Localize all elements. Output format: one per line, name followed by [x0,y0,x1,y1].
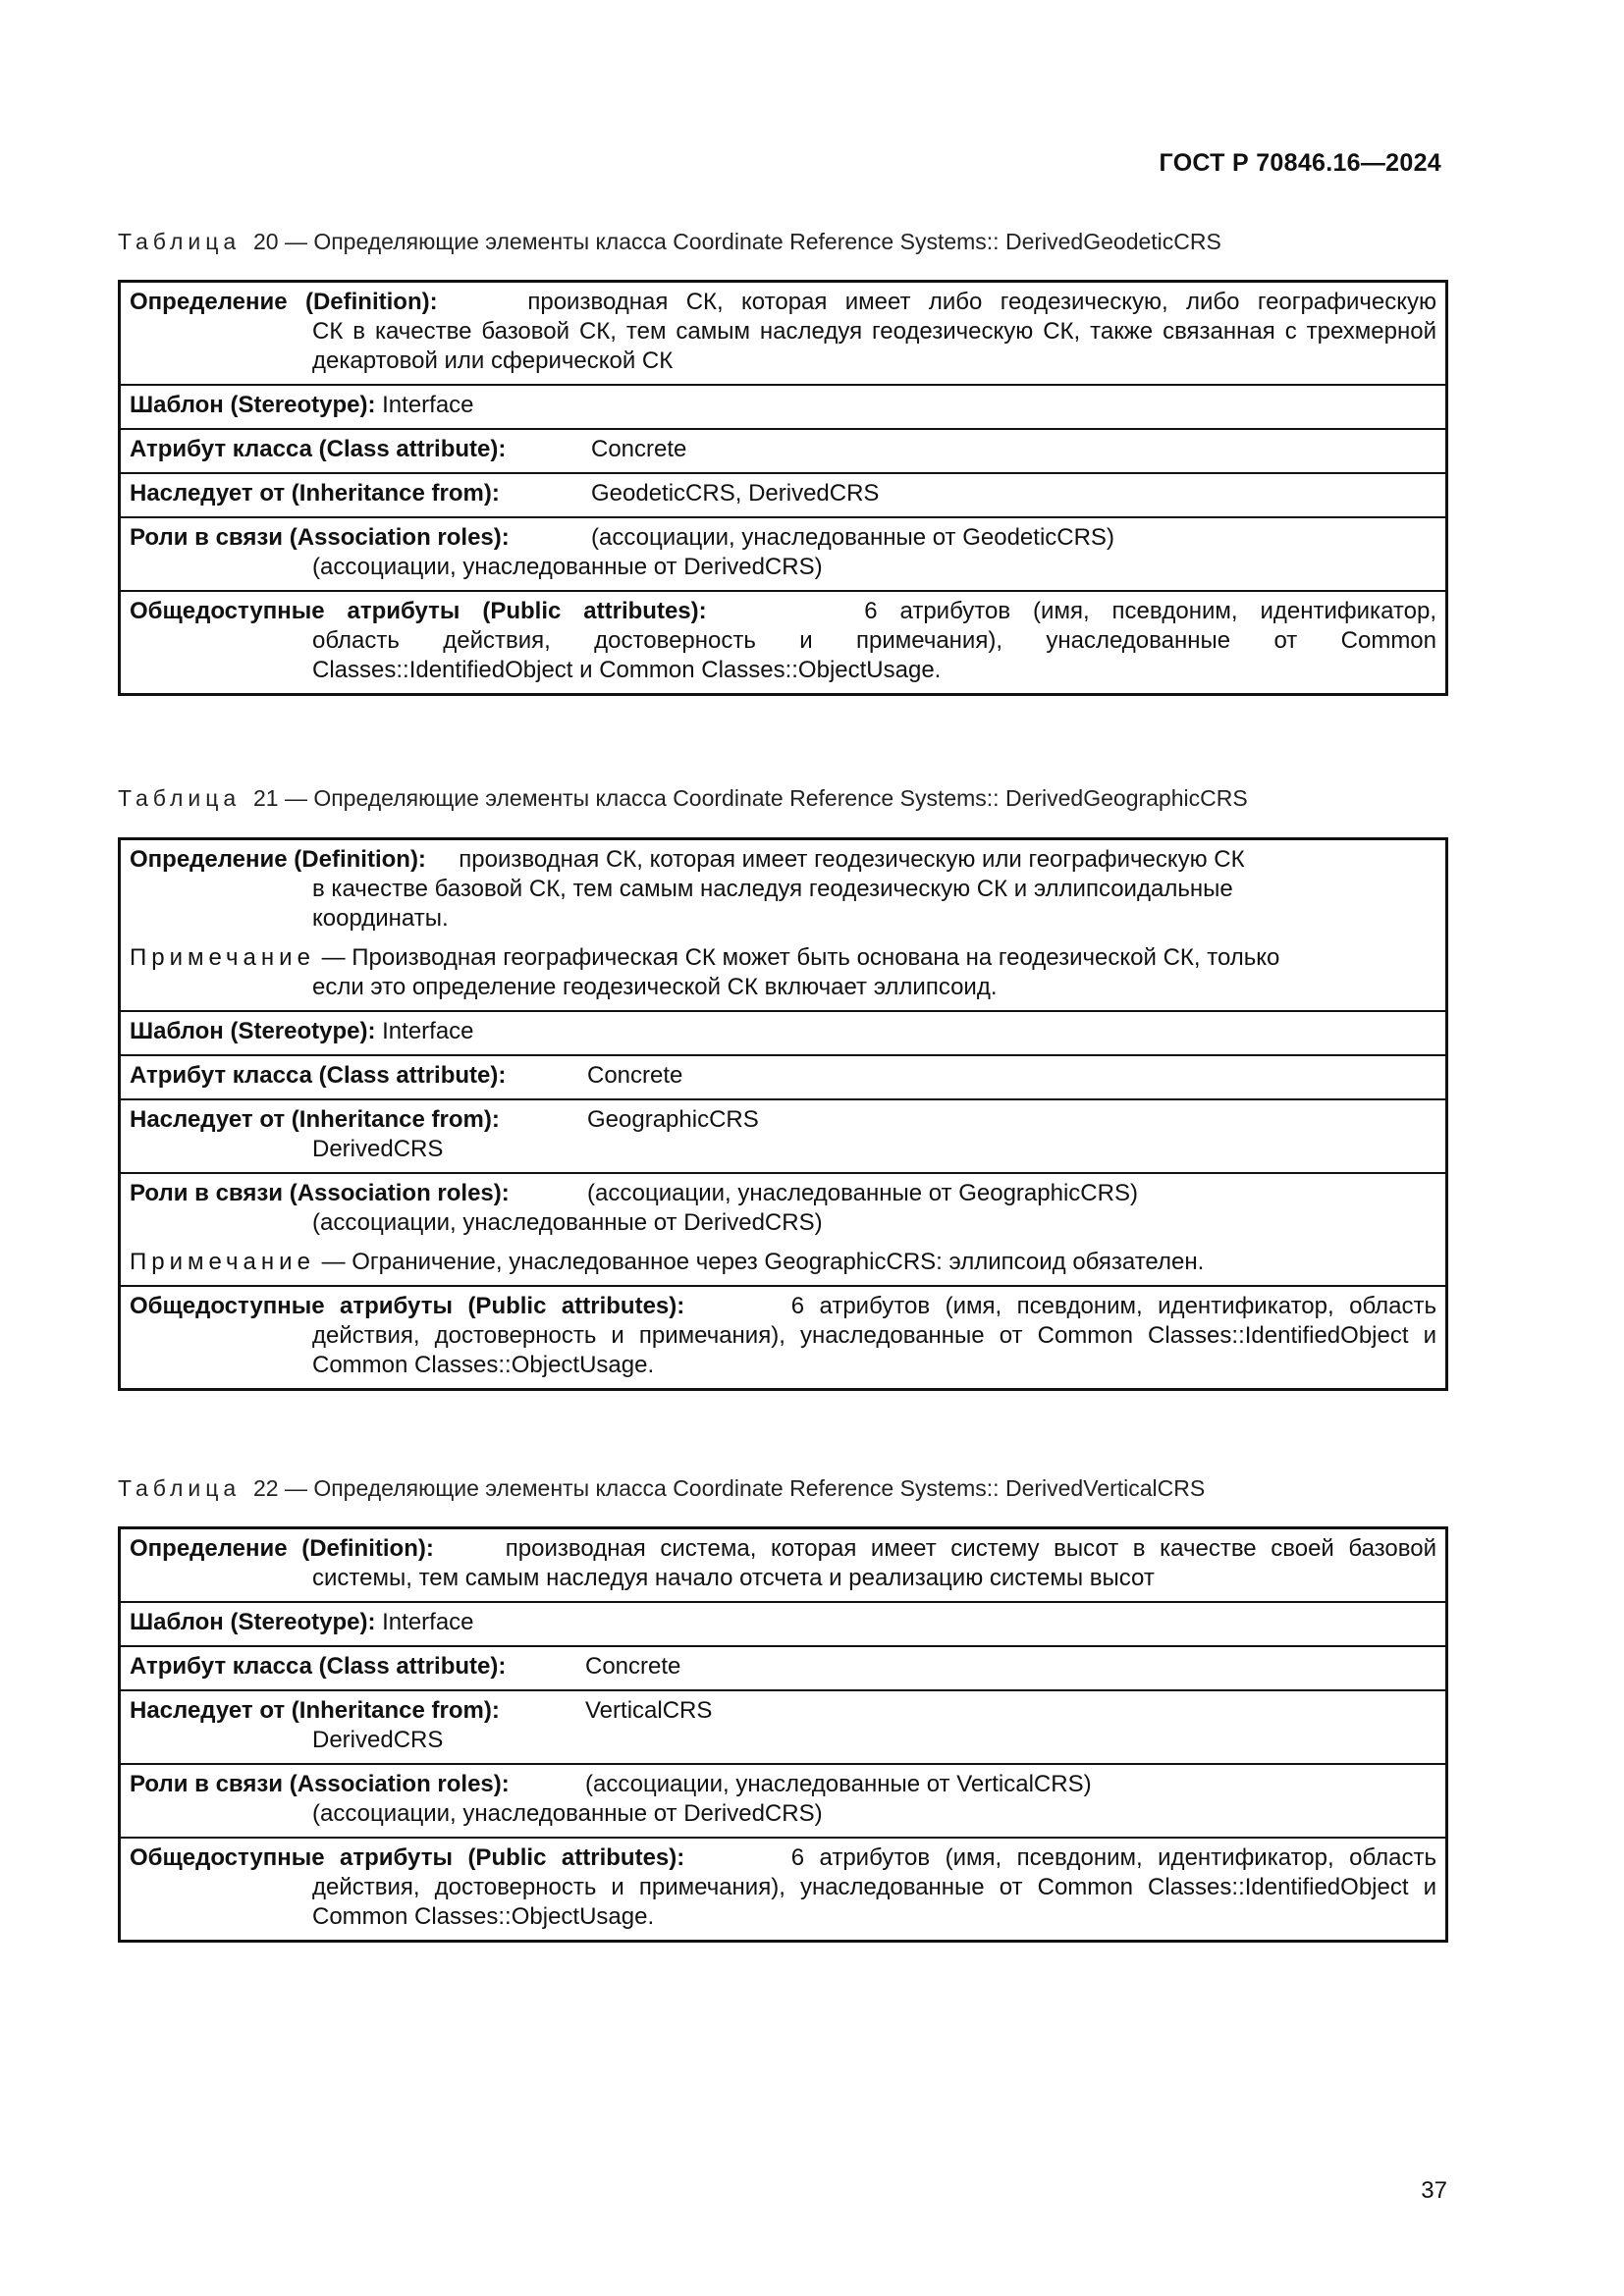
table-row [120,1173,1447,1286]
definition-text: производная СК, которая имеет геодезическую или географическую СК [459,846,1245,873]
table-row [120,1838,1447,1942]
table-row [120,1055,1447,1099]
association-roles-label: Роли в связи (Association roles): [130,1771,510,1797]
caption-word: Таблица [118,785,242,811]
public-attributes-text-continued: действия, достоверность и примечания), унаследованные от Common Classes::IdentifiedObject и Common Classes::ObjectUsage. [312,1874,1436,1930]
table-caption-21 [118,785,1248,812]
definition-text-continued: СК в качестве базовой СК, тем самым наследуя геодезическую СК, также связанная с трехмерной декартовой или сферической СК [312,318,1436,374]
inheritance-value: VerticalCRS [585,1697,713,1724]
stereotype-value: Interface [382,1018,474,1044]
association-roles-value: (ассоциации, унаследованные от DerivedCRS) [312,1209,823,1236]
definition-table-20 [118,280,1448,696]
document-standard-number: ГОСТ Р 70846.16—2024 [1159,149,1441,177]
table-row [120,1011,1447,1055]
association-roles-value: (ассоциации, унаследованные от GeodeticCRS) [591,524,1114,551]
note-text-continued: если это определение геодезической СК включает эллипсоид. [312,974,998,1000]
association-roles-value: (ассоциации, унаследованные от DerivedCRS) [312,554,823,580]
definition-cell [120,282,1447,386]
definition-text-continued: в качестве базовой СК, тем самым наследуя геодезическую СК и эллипсоидальные [312,876,1233,902]
class-attribute-value: Concrete [591,436,687,462]
definition-text: производная система, которая имеет систему высот в качестве своей базовой [505,1535,1437,1562]
definition-text-continued: координаты. [312,905,449,932]
table-row [120,473,1447,517]
stereotype-label: Шаблон (Stereotype): [130,1609,376,1635]
table-row [120,839,1447,1012]
public-attributes-cell [120,1286,1447,1390]
public-attributes-text-continued: область действия, достоверность и примечания), унаследованные от Common Classes::IdentifiedObject и Common Classes::ObjectUsage. [312,627,1436,683]
table-row [120,429,1447,473]
stereotype-label: Шаблон (Stereotype): [130,392,376,418]
association-roles-value: (ассоциации, унаследованные от GeographicCRS) [587,1180,1138,1206]
caption-text: 22 — Определяющие элементы класса Coordinate Reference Systems:: DerivedVerticalCRS [252,1475,1206,1501]
inheritance-cell [120,473,1447,517]
caption-text: 21 — Определяющие элементы класса Coordinate Reference Systems:: DerivedGeographicCRS [252,785,1248,811]
definition-text: производная СК, которая имеет либо геодезическую, либо географическую [527,289,1437,315]
table-row [120,1764,1447,1838]
table-row [120,1690,1447,1764]
page-number: 37 [1421,2177,1447,2204]
definition-table-22 [118,1526,1448,1943]
inheritance-value: DerivedCRS [312,1136,444,1162]
association-roles-label: Роли в связи (Association roles): [130,524,510,551]
association-roles-cell [120,517,1447,591]
table-row [120,1602,1447,1646]
caption-word: Таблица [118,1475,242,1501]
public-attributes-text-continued: действия, достоверность и примечания), унаследованные от Common Classes::IdentifiedObject и Common Classes::ObjectUsage. [312,1322,1436,1378]
public-attributes-label: Общедоступные атрибуты (Public attributes): [130,1844,685,1871]
inheritance-label: Наследует от (Inheritance from): [130,1106,500,1133]
note-label: Примечание [130,1249,315,1275]
class-attribute-cell [120,1055,1447,1099]
inheritance-cell [120,1690,1447,1764]
inheritance-value: GeographicCRS [587,1106,759,1133]
class-attribute-label: Атрибут класса (Class attribute): [130,436,507,462]
class-attribute-label: Атрибут класса (Class attribute): [130,1062,507,1089]
public-attributes-text: 6 атрибутов (имя, псевдоним, идентификатор, область [790,1844,1437,1871]
table-row [120,1528,1447,1603]
table-row [120,517,1447,591]
public-attributes-label: Общедоступные атрибуты (Public attributes): [130,1293,685,1319]
class-attribute-value: Concrete [585,1653,681,1680]
stereotype-label: Шаблон (Stereotype): [130,1018,376,1044]
public-attributes-label: Общедоступные атрибуты (Public attributes): [130,598,707,624]
table-caption-22 [118,1475,1205,1502]
association-roles-cell [120,1764,1447,1838]
class-attribute-label: Атрибут класса (Class attribute): [130,1653,507,1680]
association-roles-label: Роли в связи (Association roles): [130,1180,510,1206]
table-row [120,282,1447,386]
table-caption-20 [118,229,1221,255]
note-text: — Производная географическая СК может быть основана на геодезической СК, только [321,944,1280,971]
definition-label: Определение (Definition): [130,289,438,315]
inheritance-value: DerivedCRS [312,1727,444,1753]
definition-label: Определение (Definition): [130,846,426,873]
table-row [120,385,1447,429]
class-attribute-cell [120,1646,1447,1690]
inheritance-cell [120,1099,1447,1173]
association-roles-value: (ассоциации, унаследованные от DerivedCRS) [312,1800,823,1827]
definition-table-21 [118,837,1448,1391]
table-row [120,1286,1447,1390]
stereotype-value: Interface [382,392,474,418]
definition-cell [120,839,1447,1012]
note-label: Примечание [130,944,315,971]
association-note [130,1248,1436,1277]
definition-text-continued: системы, тем самым наследуя начало отсчета и реализацию системы высот [312,1565,1155,1591]
inheritance-label: Наследует от (Inheritance from): [130,1697,500,1724]
stereotype-cell [120,385,1447,429]
table-row [120,1099,1447,1173]
public-attributes-cell [120,591,1447,695]
class-attribute-cell [120,429,1447,473]
association-roles-cell [120,1173,1447,1286]
definition-cell [120,1528,1447,1603]
public-attributes-text: 6 атрибутов (имя, псевдоним, идентификатор, [864,598,1436,624]
association-roles-value: (ассоциации, унаследованные от VerticalCRS) [585,1771,1092,1797]
stereotype-value: Interface [382,1609,474,1635]
note-text: — Ограничение, унаследованное через GeographicCRS: эллипсоид обязателен. [321,1249,1205,1275]
definition-note [130,943,1436,1002]
definition-label: Определение (Definition): [130,1535,434,1562]
inheritance-label: Наследует от (Inheritance from): [130,480,500,507]
stereotype-cell [120,1602,1447,1646]
table-row [120,1646,1447,1690]
caption-text: 20 — Определяющие элементы класса Coordinate Reference Systems:: DerivedGeodeticCRS [252,229,1221,254]
public-attributes-text: 6 атрибутов (имя, псевдоним, идентификатор, область [790,1293,1437,1319]
public-attributes-cell [120,1838,1447,1942]
inheritance-value: GeodeticCRS, DerivedCRS [591,480,880,507]
class-attribute-value: Concrete [587,1062,683,1089]
caption-word: Таблица [118,229,242,254]
table-row [120,591,1447,695]
stereotype-cell [120,1011,1447,1055]
